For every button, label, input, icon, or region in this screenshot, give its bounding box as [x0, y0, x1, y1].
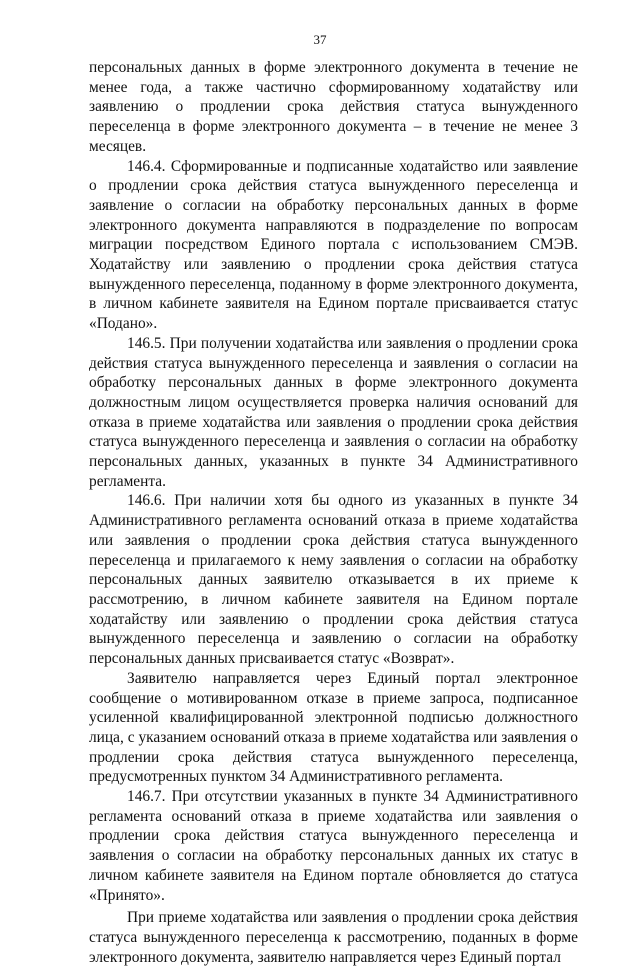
paragraph-146-6: 146.6. При наличии хотя бы одного из указанных в пункте 34 Административного регламента оснований отказа в приеме ходатайства или заявления о продлении срока действия статуса вынужденного переселенца и прилагаемого к нему заявления о согласии на обработку персональных данных заявителю отказывается в их приеме к рассмотрению, в личном кабинете заявителя на Едином портале ходатайству или заявлению о продлении срока действия статуса вынужденного переселенца и заявлению о согласии на обработку персональных данных присваивается статус «Возврат». — [89, 492, 578, 668]
paragraph-continuation: персональных данных в форме электронного документа в течение не менее года, а также частично сформированному ходатайству или заявлению о продлении срока действия статуса вынужденного переселенца в форме электронного документа – в течение не менее 3 месяцев. — [89, 59, 578, 155]
page-number: 37 — [313, 32, 327, 47]
paragraph-146-4: 146.4. Сформированные и подписанные ходатайство или заявление о продлении срока действия статуса вынужденного переселенца и заявление о согласии на обработку персональных данных в форме электронного документа направляются в подразделение по вопросам миграции посредством Единого портала с использованием СМЭВ. Ходатайству или заявлению о продлении срока действия статуса вынужденного переселенца, поданному в форме электронного документа, в личном кабинете заявителя на Едином портале присваивается статус «Подано». — [89, 157, 578, 333]
paragraph-146-5: 146.5. При получении ходатайства или заявления о продлении срока действия статуса вынужденного переселенца и заявления о согласии на обработку персональных данных в форме электронного документа должностным лицом осуществляется проверка наличия оснований для отказа в приеме ходатайства или заявления о продлении срока действия статуса вынужденного переселенца и заявления о согласии на обработку персональных данных, указанных в пункте 34 Административного регламента. — [89, 334, 578, 490]
document-body — [89, 58, 578, 967]
paragraph-146-7: 146.7. При отсутствии указанных в пункте 34 Административного регламента оснований отказа в приеме ходатайства или заявления о продлении срока действия статуса вынужденного переселенца и заявления о согласии на обработку персональных данных их статус в личном кабинете заявителя на Едином портале обновляется до статуса «Принято». — [89, 788, 578, 904]
paragraph-acceptance: При приеме ходатайства или заявления о продлении срока действия статуса вынужденного переселенца к рассмотрению, поданных в форме электронного документа, заявителю направляется через Единый портал — [89, 909, 578, 966]
paragraph-refusal-notice: Заявителю направляется через Единый портал электронное сообщение о мотивированном отказе в приеме запроса, подписанное усиленной квалифицированной электронной подписью должностного лица, с указанием оснований отказа в приеме ходатайства или заявления о продлении срока действия статуса вынужденного переселенца, предусмотренных пунктом 34 Административного регламента. — [89, 669, 578, 786]
